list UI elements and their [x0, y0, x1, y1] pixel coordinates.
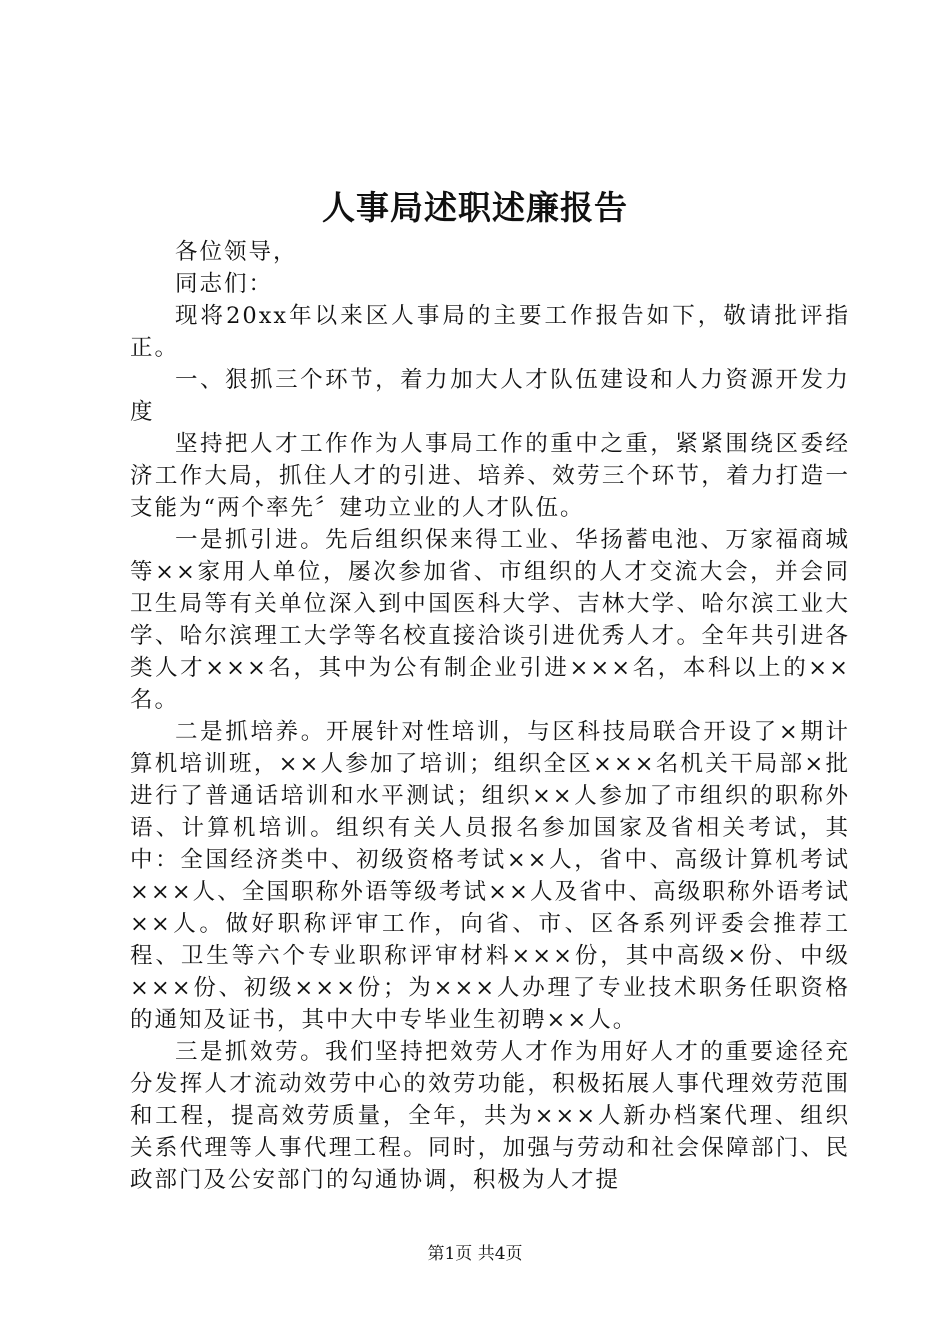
- paragraph-recruitment: 一是抓引进。先后组织保来得工业、华扬蓄电池、万家福商城等××家用人单位，屡次参加省、市组织的人才交流大会，并会同卫生局等有关单位深入到中国医科大学、吉林大学、哈尔滨工业大学、哈尔滨理工大学等名校直接洽谈引进优秀人才。全年共引进各类人才×××名，其中为公有制企业引进×××名，本科以上的××名。: [130, 527, 850, 713]
- intro-paragraph: 现将20xx年以来区人事局的主要工作报告如下，敬请批评指正。: [130, 303, 850, 361]
- section-heading-1: 一、狠抓三个环节，着力加大人才队伍建设和人力资源开发力度: [130, 367, 850, 425]
- paragraph-training: 二是抓培养。开展针对性培训，与区科技局联合开设了×期计算机培训班，××人参加了培训；组织全区×××名机关干局部×批进行了普通话培训和水平测试；组织××人参加了市组织的职称外语、计算机培训。组织有关人员报名参加国家及省相关考试，其中：全国经济类中、初级资格考试××人，省中、高级计算机考试×××人、全国职称外语等级考试××人及省中、高级职称外语考试××人。做好职称评审工作，向省、市、区各系列评委会推荐工程、卫生等六个专业职称评审材料×××份，其中高级×份、中级×××份、初级×××份；为×××人办理了专业技术职务任职资格的通知及证书，其中大中专毕业生初聘××人。: [130, 719, 850, 1033]
- document-body: [130, 236, 850, 1196]
- document-title: 人事局述职述廉报告: [322, 188, 628, 227]
- salutation-leaders: 各位领导，: [175, 239, 298, 265]
- salutation-comrades: 同志们：: [175, 271, 274, 297]
- page-footer: 第1页 共4页: [427, 1244, 523, 1264]
- paragraph-service: 三是抓效劳。我们坚持把效劳人才作为用好人才的重要途径充分发挥人才流动效劳中心的效劳功能，积极拓展人事代理效劳范围和工程，提高效劳质量，全年，共为×××人新办档案代理、组织关系代理等人事代理工程。同时，加强与劳动和社会保障部门、民政部门及公安部门的勾通协调，积极为人才提: [130, 1039, 850, 1193]
- paragraph-overview: 坚持把人才工作作为人事局工作的重中之重，紧紧围绕区委经济工作大局，抓住人才的引进、培养、效劳三个环节，着力打造一支能为“两个率先〞建功立业的人才队伍。: [130, 431, 850, 521]
